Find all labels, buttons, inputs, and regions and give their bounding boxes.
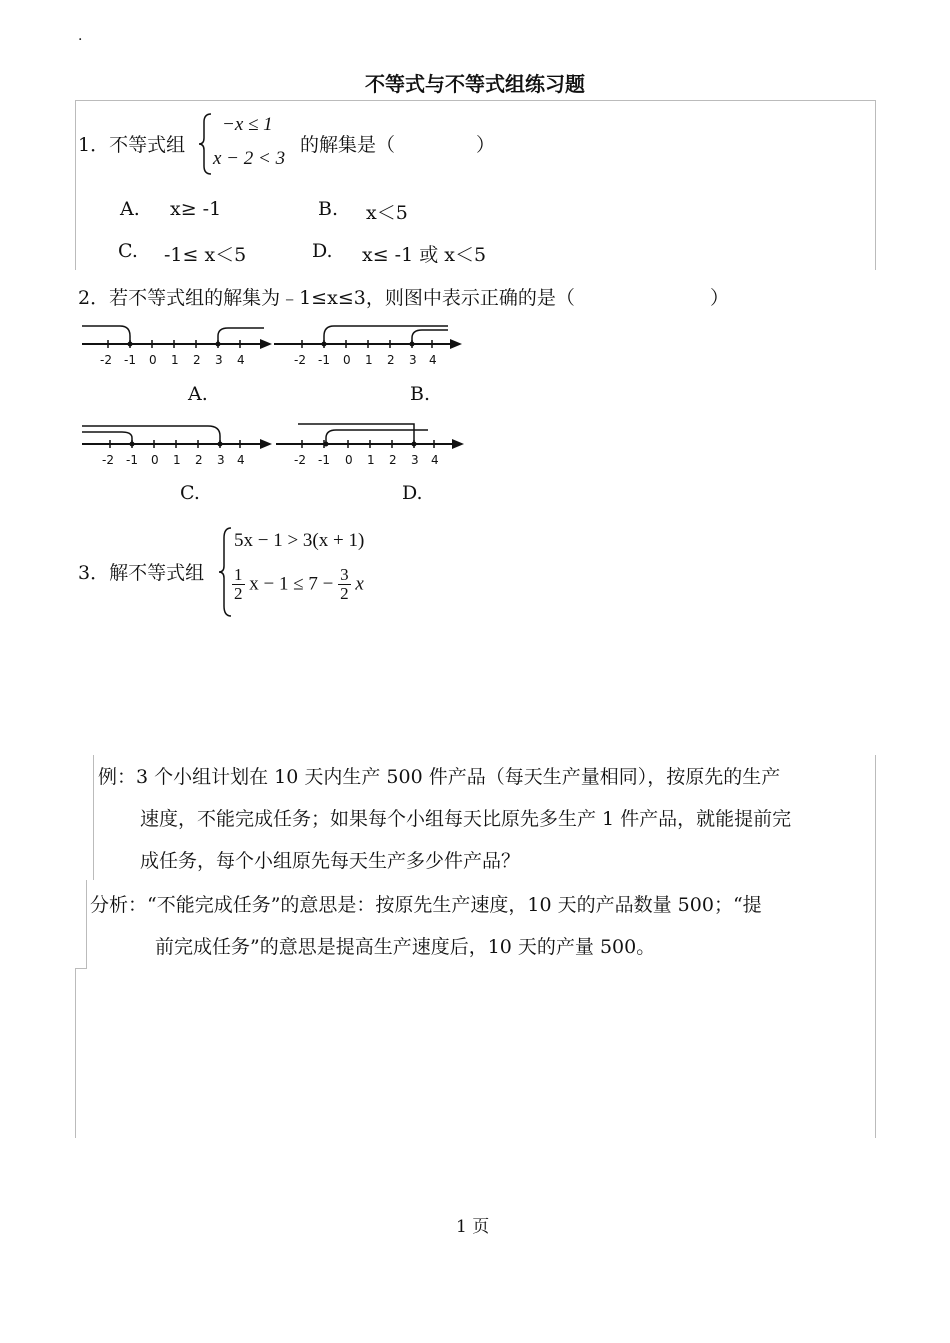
- example-line-3: 成任务，每个小组原先每天生产多少件产品？: [140, 850, 521, 872]
- number-line-c: [80, 418, 275, 470]
- q1-option-c-text: -1≤ x＜5: [164, 244, 247, 266]
- tick-c-2: -1: [126, 453, 138, 467]
- tick-d-6: 3: [411, 453, 419, 467]
- q1-line1: −x ≤ 1: [222, 114, 273, 135]
- tick-c-1: -2: [102, 453, 114, 467]
- tick-d-3: 0: [345, 453, 353, 467]
- box-top-border: [75, 100, 876, 101]
- tick-c-3: 0: [151, 453, 159, 467]
- tick-a-3: 0: [149, 353, 157, 367]
- tick-c-5: 2: [195, 453, 203, 467]
- tick-b-7: 4: [429, 353, 437, 367]
- q1-option-a-label: A.: [120, 198, 140, 220]
- box2-left-border: [93, 755, 94, 880]
- q2-text: 2．若不等式组的解集为﹣1≤x≤3，则图中表示正确的是（: [78, 287, 575, 309]
- q1-brace: [198, 112, 214, 176]
- tick-b-2: -1: [318, 353, 330, 367]
- tick-a-1: -2: [100, 353, 112, 367]
- q3-line2: [232, 566, 364, 603]
- q1-option-b-text: x＜5: [366, 202, 408, 224]
- tick-a-2: -1: [124, 353, 136, 367]
- page-title: 不等式与不等式组练习题: [365, 72, 585, 96]
- tick-c-6: 3: [217, 453, 225, 467]
- tick-c-7: 4: [237, 453, 245, 467]
- tick-c-4: 1: [173, 453, 181, 467]
- q1-option-a-text: x≥ -1: [170, 198, 222, 220]
- box-left-border: [75, 100, 76, 270]
- tick-b-1: -2: [294, 353, 306, 367]
- header-dot: ·: [78, 32, 83, 48]
- box4-left-border: [75, 968, 76, 1138]
- q3-fraction-1: $\frac{1}{2}$: [234, 565, 243, 603]
- box3-left-border: [86, 880, 87, 968]
- q2-close: ）: [710, 287, 730, 309]
- q1-option-d-text: x≤ -1 或 x＜5: [362, 244, 487, 266]
- page-number: 1 页: [456, 1217, 490, 1237]
- tick-a-5: 2: [193, 353, 201, 367]
- tick-a-4: 1: [171, 353, 179, 367]
- q2-label-b: B.: [410, 383, 431, 405]
- number-line-a: [80, 318, 275, 370]
- tick-a-7: 4: [237, 353, 245, 367]
- q3-line2-end: x: [355, 573, 364, 595]
- q2-label-a: A.: [188, 383, 208, 405]
- tick-b-5: 2: [387, 353, 395, 367]
- example-line-1: 例：3 个小组计划在 10 天内生产 500 件产品（每天生产量相同），按原先的生产: [98, 766, 781, 788]
- tick-b-3: 0: [343, 353, 351, 367]
- analysis-line-1: 分析：“不能完成任务”的意思是：按原先生产速度，10 天的产品数量 500；“提: [90, 894, 762, 916]
- tick-d-4: 1: [367, 453, 375, 467]
- box3-step: [75, 968, 87, 969]
- q1-option-b-label: B.: [318, 198, 339, 220]
- q2-label-c: C.: [180, 482, 200, 504]
- q1-option-c-label: C.: [118, 240, 138, 262]
- q1-line2: x − 2 < 3: [213, 148, 286, 169]
- tick-d-1: -2: [294, 453, 306, 467]
- box2-right-border: [875, 755, 876, 1138]
- tick-b-6: 3: [409, 353, 417, 367]
- q3-line1: 5x − 1 > 3(x + 1): [234, 530, 365, 551]
- number-line-d: [274, 418, 469, 470]
- tick-b-4: 1: [365, 353, 373, 367]
- q3-prefix: 3．解不等式组: [78, 562, 205, 584]
- q3-line2-mid: x − 1 ≤ 7 −: [249, 573, 334, 595]
- tick-a-6: 3: [215, 353, 223, 367]
- q1-suffix: 的解集是（: [300, 134, 396, 156]
- example-line-2: 速度，不能完成任务；如果每个小组每天比原先多生产 1 件产品，就能提前完: [140, 808, 792, 830]
- q3-fraction-2: $\frac{3}{2}$: [340, 565, 349, 603]
- q1-prefix: 1．不等式组: [78, 134, 186, 156]
- q1-option-d-label: D.: [312, 240, 333, 262]
- analysis-line-2: 前完成任务”的意思是提高生产速度后，10 天的产量 500。: [155, 936, 656, 958]
- box-right-border: [875, 100, 876, 270]
- q1-close: ）: [476, 134, 496, 156]
- q2-label-d: D.: [402, 482, 423, 504]
- tick-d-7: 4: [431, 453, 439, 467]
- tick-d-5: 2: [389, 453, 397, 467]
- tick-d-2: -1: [318, 453, 330, 467]
- number-line-b: [272, 318, 467, 370]
